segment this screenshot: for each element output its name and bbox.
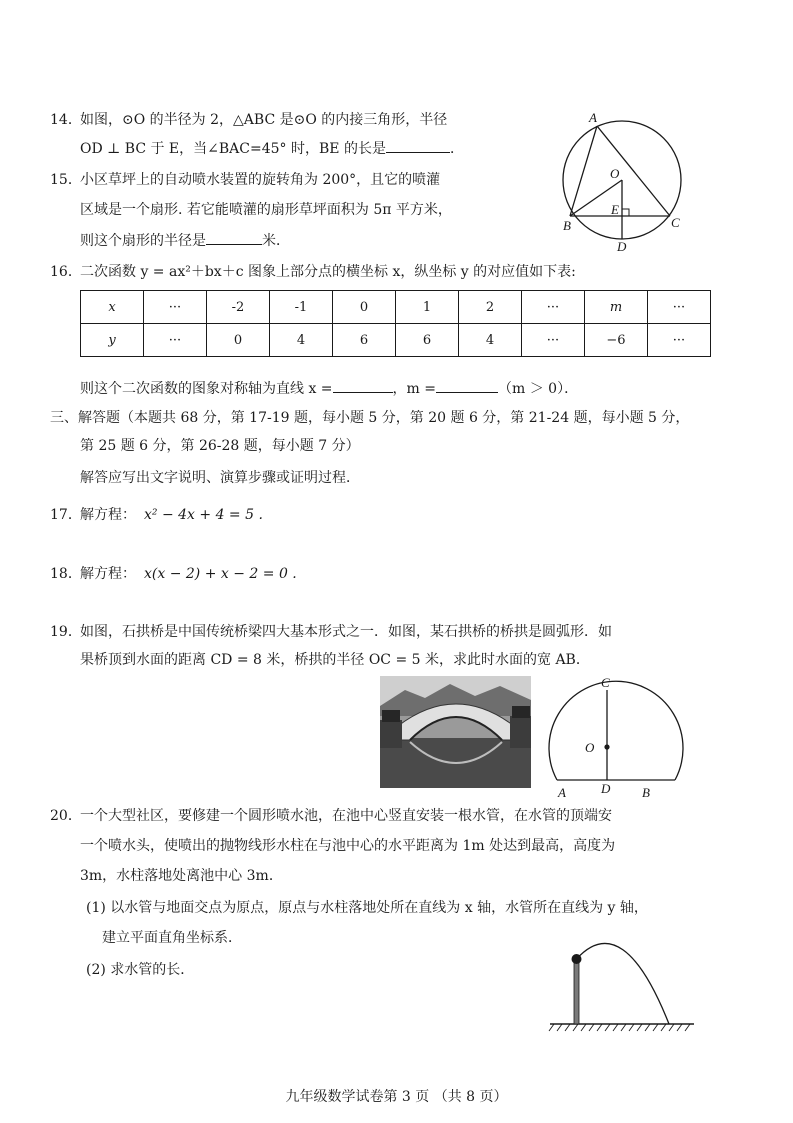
q17-equation: x² − 4x + 4 = 5 .	[144, 507, 263, 523]
center-point-o	[604, 744, 609, 749]
table-cell: 6	[333, 324, 396, 357]
q14-line2-end: ．	[449, 141, 464, 157]
label-d: D	[601, 781, 611, 796]
q18-line	[80, 564, 297, 584]
water-pipe	[574, 962, 579, 1024]
q15-line3	[80, 230, 290, 251]
label-o: O	[585, 740, 595, 755]
q20-line2: 一个喷水头，使喷出的抛物线形水柱在与池中心的水平距离为 1m 处达到最高，高度为	[80, 838, 616, 854]
section3-heading: 三、解答题（本题共 68 分，第 17-19 题，每小题 5 分，第 20 题 6 分，第 21-24 题，每小题 5 分，	[50, 410, 690, 426]
water-parabola	[577, 943, 670, 1024]
q16-ans-start: 则这个二次函数的图象对称轴为直线 x =	[80, 381, 333, 397]
table-cell: ···	[522, 324, 585, 357]
label-e: E	[611, 202, 619, 217]
q20-part1-b: 建立平面直角坐标系．	[102, 930, 242, 946]
table-row	[81, 291, 711, 324]
table-cell: 4	[459, 324, 522, 357]
arch-arc	[549, 681, 683, 780]
q18-text: 解方程：	[80, 566, 136, 582]
q20-part1-a: (1) 以水管与地面交点为原点，原点与水柱落地处所在直线为 x 轴，水管所在直线为 y 轴，	[86, 900, 648, 916]
table-cell: -2	[207, 291, 270, 324]
q15-line3-end: 米．	[262, 233, 290, 249]
q16-axis-blank[interactable]	[333, 378, 393, 393]
stone-bridge-photo	[380, 676, 531, 788]
q16-ans-end: （m ＞ 0）．	[498, 381, 579, 397]
table-cell: ···	[522, 291, 585, 324]
table-cell: ···	[144, 291, 207, 324]
label-o: O	[610, 166, 620, 181]
q20-number: 20．	[50, 808, 82, 824]
label-a: A	[558, 785, 566, 800]
table-cell: 2	[459, 291, 522, 324]
q20-line3: 3m，水柱落地处离池中心 3m．	[80, 868, 283, 884]
q19-arch-figure	[545, 676, 695, 806]
table-cell: m	[585, 291, 648, 324]
q17-line	[80, 505, 263, 525]
q20-line1: 一个大型社区，要修建一个圆形喷水池，在池中心竖直安装一根水管，在水管的顶端安	[80, 808, 612, 824]
table-cell: 0	[333, 291, 396, 324]
q19-number: 19．	[50, 624, 82, 640]
label-c: C	[671, 215, 680, 230]
q15-answer-blank[interactable]	[206, 230, 262, 245]
label-a: A	[589, 110, 597, 125]
page-footer: 九年级数学试卷第 3 页 （共 8 页）	[285, 1089, 508, 1105]
q15-line2: 区域是一个扇形. 若它能喷灌的扇形草坪面积为 5π 平方米，	[80, 202, 452, 218]
table-cell: ···	[144, 324, 207, 357]
q16-intro: 二次函数 y = ax²＋bx＋c 图象上部分点的横坐标 x，纵坐标 y 的对应值如下表:	[80, 264, 576, 280]
table-cell: 4	[270, 324, 333, 357]
right-angle-mark	[622, 209, 629, 216]
table-cell: 1	[396, 291, 459, 324]
table-cell: -1	[270, 291, 333, 324]
q14-circle-figure	[560, 110, 690, 254]
q14-line2	[80, 138, 464, 159]
table-cell: 0	[207, 324, 270, 357]
table-cell: −6	[585, 324, 648, 357]
q18-number: 18．	[50, 566, 82, 582]
q15-number: 15．	[50, 172, 82, 188]
q17-text: 解方程：	[80, 507, 136, 523]
q19-line2: 果桥顶到水面的距离 CD = 8 米，桥拱的半径 OC = 5 米，求此时水面的宽 AB．	[80, 652, 590, 668]
table-row	[81, 324, 711, 357]
section3-instructions: 解答应写出文字说明、演算步骤或证明过程．	[80, 470, 360, 486]
section3-scoring: 第 25 题 6 分，第 26-28 题，每小题 7 分）	[80, 438, 360, 454]
table-cell: x	[81, 291, 144, 324]
table-cell: y	[81, 324, 144, 357]
q16-m-blank[interactable]	[436, 378, 498, 393]
q20-part2: (2) 求水管的长．	[86, 962, 195, 978]
q16-number: 16．	[50, 264, 82, 280]
q19-line1: 如图，石拱桥是中国传统桥梁四大基本形式之一．如图，某石拱桥的桥拱是圆弧形．如	[80, 624, 612, 640]
q14-line2-text: OD ⊥ BC 于 E，当∠BAC=45° 时，BE 的长是	[80, 141, 386, 157]
table-cell: ···	[648, 291, 711, 324]
q20-fountain-figure	[548, 926, 698, 1036]
table-cell: 6	[396, 324, 459, 357]
ground-hatching	[549, 1024, 690, 1031]
q16-value-table	[80, 290, 711, 357]
q16-answer-line	[80, 378, 578, 399]
q17-number: 17．	[50, 507, 82, 523]
q18-equation: x(x − 2) + x − 2 = 0 .	[144, 566, 297, 582]
q15-line3-start: 则这个扇形的半径是	[80, 233, 206, 249]
q15-line1: 小区草坪上的自动喷水装置的旋转角为 200°，且它的喷灌	[80, 172, 441, 188]
q14-number: 14．	[50, 112, 82, 128]
table-cell: ···	[648, 324, 711, 357]
label-c: C	[601, 675, 610, 690]
q16-ans-mid: ，m =	[392, 381, 436, 397]
label-d: D	[617, 239, 627, 254]
q14-answer-blank[interactable]	[386, 138, 450, 153]
side-ab	[570, 126, 597, 216]
label-b: B	[642, 785, 650, 800]
side-ac	[597, 126, 670, 216]
q14-line1: 如图，⊙O 的半径为 2，△ABC 是⊙O 的内接三角形，半径	[80, 112, 448, 128]
label-b: B	[563, 218, 571, 233]
